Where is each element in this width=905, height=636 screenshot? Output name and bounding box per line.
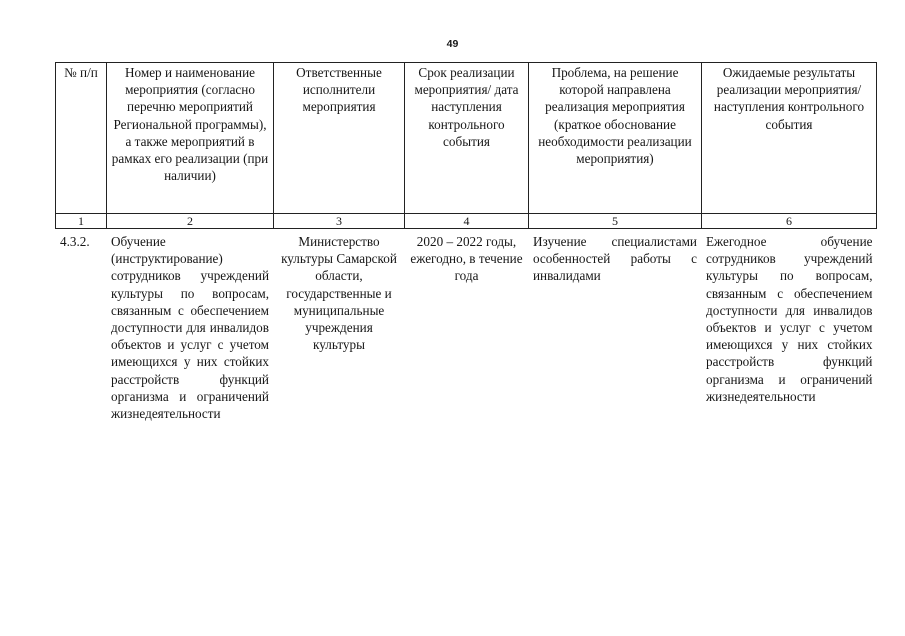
row-code: 4.3.2. [60, 234, 90, 249]
row-problem: Изучение специалистами особенностей работы с инвалидами [533, 234, 697, 284]
measures-table [55, 62, 877, 422]
page-number: 49 [446, 38, 459, 50]
header-problem: Проблема, на решение которой направлена реализация мероприятия (краткое обоснование необходимости реализации мероприятия) [529, 63, 702, 214]
header-result: Ожидаемые результаты реализации мероприятия/ наступления контрольного события [702, 63, 877, 214]
header-term: Срок реализации мероприятия/ дата наступления контрольного события [405, 63, 529, 214]
table-row [56, 229, 877, 423]
column-number: 4 [405, 214, 529, 229]
header-measure: Номер и наименование мероприятия (согласно перечню мероприятий Региональной программы), а также мероприятий в рамках его реализации (при наличии) [107, 63, 274, 214]
header-number: № п/п [56, 63, 107, 214]
column-number: 2 [107, 214, 274, 229]
row-executors: Министерство культуры Самарской области, государственные и муниципальные учреждения культуры [281, 234, 397, 353]
column-number: 6 [702, 214, 877, 229]
row-term: 2020 – 2022 годы, ежегодно, в течение года [410, 234, 523, 284]
row-result: Ежегодное обучение сотрудников учреждений культуры по вопросам, связанным с обеспечением доступности для инвалидов объектов и услуг с учетом имеющихся у них стойких расстройств функций организма и ограничений жизнедеятельности [706, 234, 873, 404]
row-measure: Обучение (инструктирование) сотрудников учреждений культуры по вопросам, связанным с обеспечением доступности для инвалидов объектов и услуг с учетом имеющихся у них стойких расстройств функций организма и ограничений жизнедеятельности [111, 234, 269, 422]
column-number-row [56, 214, 877, 229]
table-header-row [56, 63, 877, 214]
column-number: 3 [274, 214, 405, 229]
column-number: 1 [56, 214, 107, 229]
header-executors: Ответственные исполнители мероприятия [274, 63, 405, 214]
column-number: 5 [529, 214, 702, 229]
